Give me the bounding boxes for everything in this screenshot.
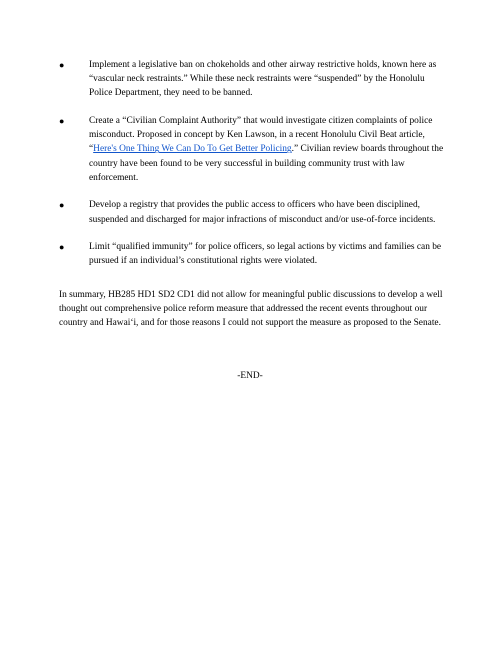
recommendation-list <box>59 58 449 282</box>
bullet-icon: ● <box>59 60 65 70</box>
bullet-text-after-link: .” Civilian review boards throughout the country have been found to be very successful in building community trust with law enforcement. <box>89 144 444 183</box>
end-marker: -END- <box>237 371 263 381</box>
civil-beat-article-link[interactable]: Here's One Thing We Can Do To Get Better Policing <box>93 144 292 155</box>
bullet-text-complaint-authority <box>89 114 449 185</box>
bullet-text-chokehold-ban: Implement a legislative ban on chokeholds and other airway restrictive holds, known here as “vascular neck restraints.” While these neck restraints were “suspended” by the Honolulu Police Department, they need to be banned. <box>89 60 437 99</box>
list-item <box>59 240 449 268</box>
bullet-icon: ● <box>59 116 65 126</box>
bullet-text-before-link: Create a “Civilian Complaint Authority” that would investigate citizen complaints of police misconduct. Proposed in concept by Ken Lawson, in a recent Honolulu Civil Beat article, “ <box>89 116 433 155</box>
list-item <box>59 114 449 185</box>
bullet-text-qualified-immunity: Limit “qualified immunity” for police officers, so legal actions by victims and families can be pursued if an individual’s constitutional rights were violated. <box>89 242 442 267</box>
bullet-icon: ● <box>59 242 65 253</box>
list-item <box>59 198 449 226</box>
summary-paragraph: In summary, HB285 HD1 SD2 CD1 did not allow for meaningful public discussions to develop a well thought out comprehensive police reform measure that addressed the recent events throughout our country and Hawai‘i, and for those reasons I could not support the measure as proposed to the Senate. <box>59 290 443 329</box>
list-item <box>59 58 449 101</box>
bullet-icon: ● <box>59 200 65 211</box>
bullet-text-officer-registry: Develop a registry that provides the public access to officers who have been disciplined, suspended and discharged for major infractions of misconduct and/or use-of-force incidents. <box>89 200 436 225</box>
